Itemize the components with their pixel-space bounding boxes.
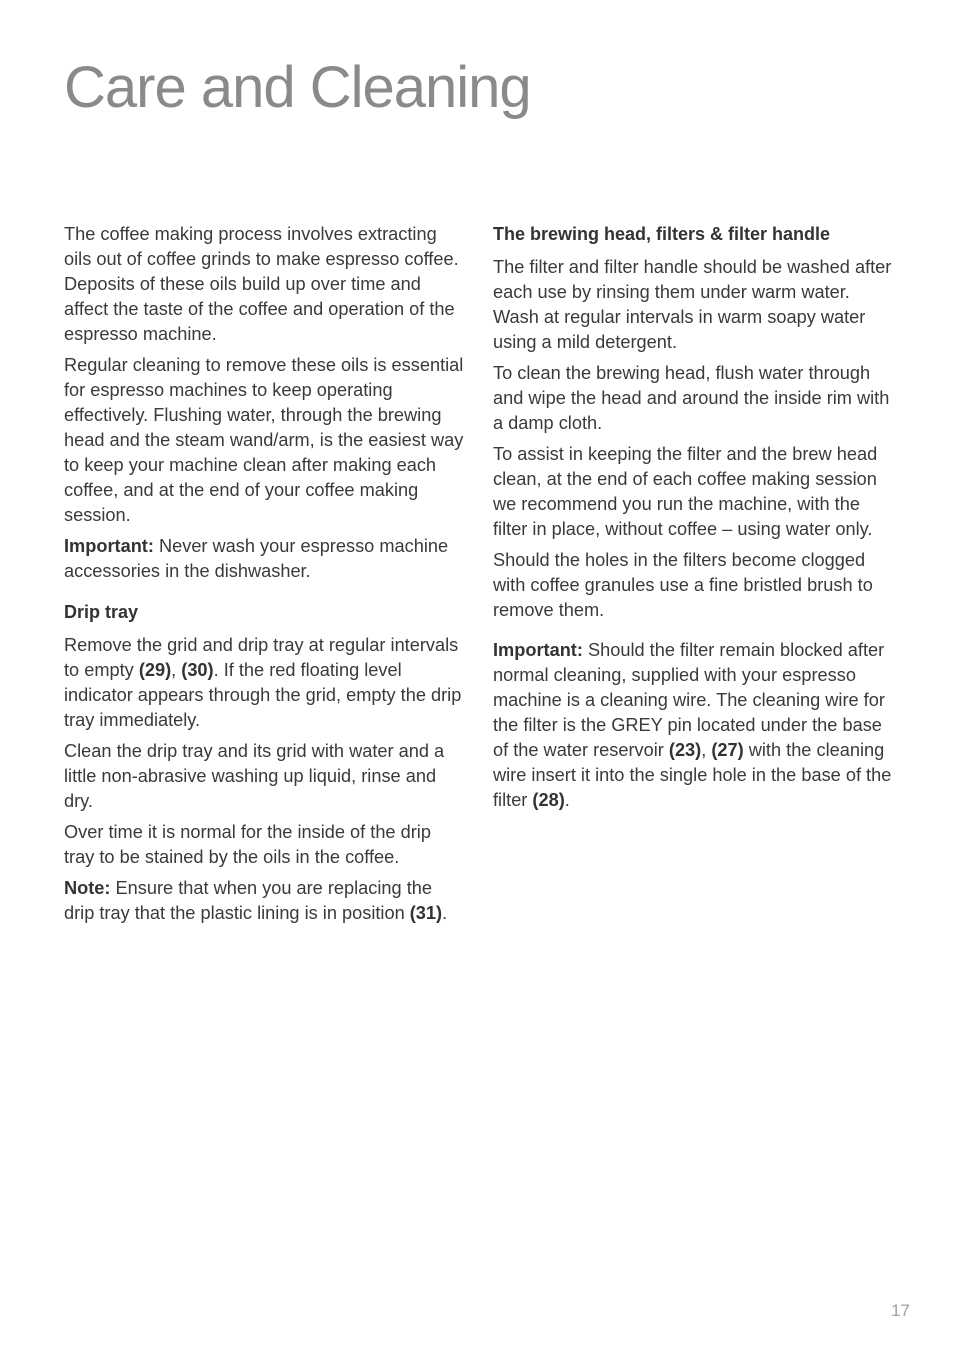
figure-ref: (31) [409, 903, 443, 923]
drip-tray-stain-paragraph: Over time it is normal for the inside of the drip tray to be stained by the oils in the coffee. [64, 822, 431, 867]
cleaning-wire-text-a: Should the filter remain blocked after normal cleaning, supplied with your espresso machine is a cleaning wire. The cleaning wire for the filter is the GREY pin located under the base of the water reservoir [493, 640, 885, 760]
cleaning-wire-text-b: with the cleaning wire insert it into the single hole in the base of the filter [493, 740, 892, 810]
page-number: 17 [891, 1301, 910, 1320]
figure-ref: (30) [181, 660, 214, 680]
drip-tray-text-b: . If the red floating level indicator appears through the grid, empty the drip tray immediately. [64, 660, 462, 730]
figure-ref: (28) [532, 790, 565, 810]
note-text: Ensure that when you are replacing the drip tray that the plastic lining is in position [64, 878, 432, 923]
brewing-head-heading: The brewing head, filters & filter handle [493, 224, 831, 244]
cleaning-wire-note [493, 638, 893, 813]
important-text: Never wash your espresso machine accessories in the dishwasher. [64, 536, 449, 581]
filter-wash-paragraph: The filter and filter handle should be washed after each use by rinsing them under warm water. Wash at regular intervals in warm soapy water using a mild detergent. [493, 257, 892, 352]
brewing-head-clean-paragraph: To clean the brewing head, flush water through and wipe the head and around the inside rim with a damp cloth. [493, 363, 890, 433]
drip-tray-empty-paragraph [64, 633, 464, 733]
brew-head-assist-paragraph: To assist in keeping the filter and the brew head clean, at the end of each coffee making session we recommend you run the machine, with the filter in place, without coffee – using water only. [493, 444, 878, 539]
drip-tray-heading: Drip tray [64, 602, 139, 622]
intro-paragraph: The coffee making process involves extracting oils out of coffee grinds to make espresso coffee. Deposits of these oils build up over time and affect the taste of the coffee and operation of the espresso machine. [64, 224, 459, 344]
regular-cleaning-paragraph: Regular cleaning to remove these oils is essential for espresso machines to keep operating effectively. Flushing water, through the brewing head and the steam wand/arm, is the easiest way to keep your machine clean after making each coffee, and at the end of your coffee making session. [64, 355, 464, 525]
figure-ref: (23) [668, 740, 702, 760]
right-column [493, 222, 893, 819]
important-label: Important: [64, 536, 154, 556]
separator: , [171, 660, 182, 680]
drip-tray-note [64, 876, 464, 926]
drip-tray-clean-paragraph: Clean the drip tray and its grid with water and a little non-abrasive washing up liquid, rinse and dry. [64, 741, 445, 811]
note-label: Note: [64, 878, 111, 898]
separator: , [701, 740, 712, 760]
figure-ref: (27) [711, 740, 744, 760]
important-label: Important: [493, 640, 583, 660]
clogged-holes-paragraph: Should the holes in the filters become clogged with coffee granules use a fine bristled brush to remove them. [493, 550, 873, 620]
figure-ref: (29) [138, 660, 172, 680]
note-end: . [442, 903, 448, 923]
page-title: Care and Cleaning [64, 55, 531, 120]
left-column [64, 222, 464, 932]
drip-tray-text-a: Remove the grid and drip tray at regular intervals to empty [64, 635, 459, 680]
important-dishwasher-note [64, 534, 464, 584]
cleaning-wire-end: . [564, 790, 570, 810]
